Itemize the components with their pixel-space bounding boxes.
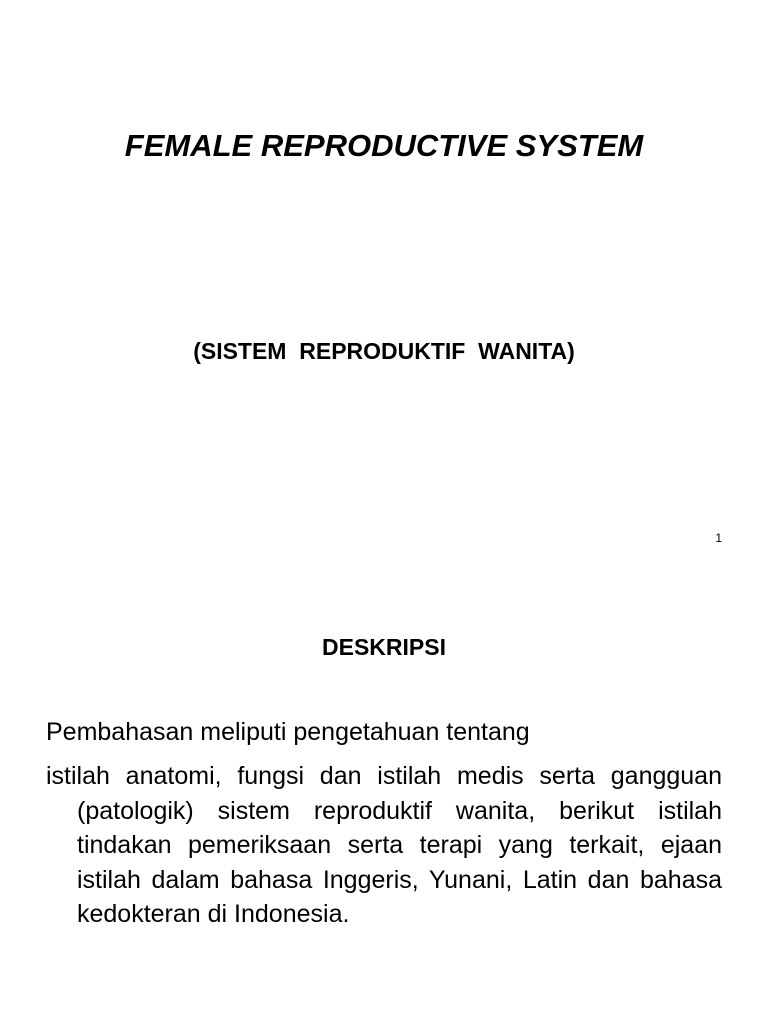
page-number: 1 [715,531,722,545]
slide-subtitle: (SISTEM REPRODUKTIF WANITA) [193,338,575,364]
slide-title: FEMALE REPRODUCTIVE SYSTEM [124,128,644,163]
lead-paragraph: Pembahasan meliputi pengetahuan tentang [46,718,530,746]
slide-2 [0,576,768,1024]
section-heading: DESKRIPSI [322,634,446,660]
body-paragraph: istilah anatomi, fungsi dan istilah medis serta gangguan (patologik) sistem reproduktif wanita, berikut istilah tindakan pemeriksaan serta terapi yang terkait, ejaan istilah dalam bahasa Inggeris, Yunani, Latin dan bahasa kedokteran di Indonesia. [46,762,722,928]
